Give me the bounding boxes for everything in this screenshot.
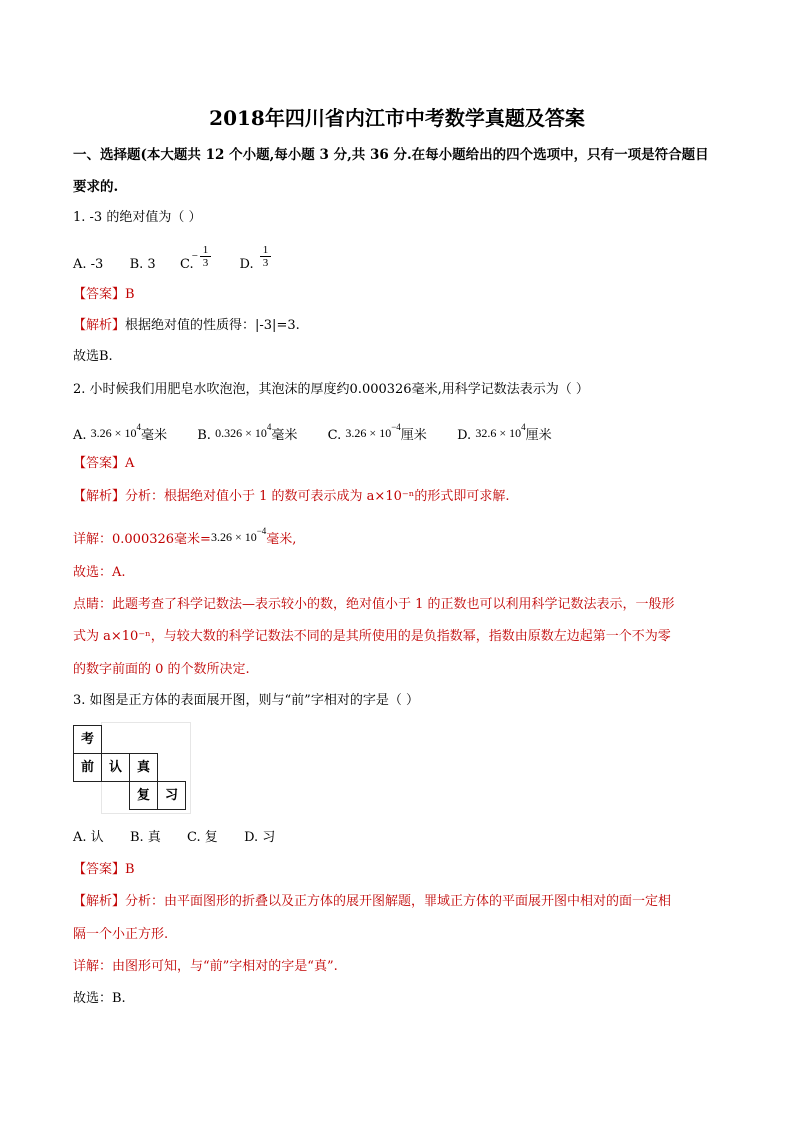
q2-options <box>73 422 552 445</box>
q1-option-c-sign: − <box>191 250 198 262</box>
q2-option-b-base: 0.326 × 10 <box>215 426 267 440</box>
q2-option-d-math <box>475 422 526 440</box>
q1-analysis <box>73 317 300 335</box>
q2-option-a-math <box>90 422 141 440</box>
q2-analysis <box>73 488 510 506</box>
q2-option-d-label: D. <box>457 428 472 443</box>
q2-detail-prefix: 详解：0.000326毫米= <box>73 532 211 547</box>
q3-option-a: A. 认 <box>73 830 104 845</box>
q2-detail-math <box>210 526 267 544</box>
q2-answer: 【答案】A <box>73 456 135 471</box>
q2-option-d-exponent: 4 <box>521 422 526 432</box>
page-title: 2018年四川省内江市中考数学真题及答案 <box>209 106 585 130</box>
q3-option-b: B. 真 <box>129 830 161 845</box>
q2-comment-line3: 的数字前面的 0 的个数所决定. <box>73 662 250 677</box>
q3-stem: 3. 如图是正方体的表面展开图，则与“前”字相对的字是（ ） <box>73 693 419 708</box>
q1-option-b: B. 3 <box>129 257 156 272</box>
q2-option-a-unit: 毫米 <box>140 428 167 443</box>
q2-comment-line1: 点睛：此题考查了科学记数法—表示较小的数，绝对值小于 1 的正数也可以利用科学记数法表示，一般形 <box>73 597 675 612</box>
section-heading-line1: 一、选择题(本大题共 12 个小题,每小题 3 分,共 36 分.在每小题给出的四个选项中，只有一项是符合题目 <box>73 147 709 163</box>
q1-analysis-tag: 【解析】 <box>73 318 126 333</box>
q2-option-b-exponent: 4 <box>266 422 272 432</box>
q2-option-c-exponent: −4 <box>391 422 401 432</box>
net-cell-ren: 认 <box>101 753 130 782</box>
cube-net-figure <box>73 722 191 814</box>
q1-conclusion: 故选B. <box>73 349 113 364</box>
q2-option-c-base: 3.26 × 10 <box>345 426 392 440</box>
q3-analysis-text1: 分析：由平面图形的折叠以及正方体的展开图解题，罪域正方体的平面展开图中相对的面一定相 <box>125 894 672 909</box>
section-heading-line2: 要求的. <box>73 179 119 195</box>
q2-analysis-text: 分析：根据绝对值小于 1 的数可表示成为 a×10⁻ⁿ的形式即可求解. <box>125 489 510 504</box>
q3-detail: 详解：由图形可知，与“前”字相对的字是“真”. <box>73 959 338 974</box>
q1-options <box>73 244 273 277</box>
q2-option-d-base: 32.6 × 10 <box>475 426 522 440</box>
q2-option-b-math <box>215 422 272 440</box>
q3-answer: 【答案】B <box>73 862 135 877</box>
q1-option-d-fraction <box>260 244 272 269</box>
q2-stem: 2. 小时候我们用肥皂水吹泡泡，其泡沫的厚度约0.000326毫米,用科学记数法表示为（ ） <box>73 382 589 397</box>
q2-detail-base: 3.26 × 10 <box>210 530 257 544</box>
q1-option-d-denominator: 3 <box>260 256 272 269</box>
q1-option-c-label: C. <box>179 257 194 272</box>
q1-option-c-fraction <box>191 244 212 269</box>
q2-comment-line2: 式为 a×10⁻ⁿ，与较大数的科学记数法不同的是其所使用的是负指数幂，指数由原数左边起第一个不为零 <box>73 629 671 644</box>
q2-option-b-label: B. <box>197 428 211 443</box>
q2-analysis-tag: 【解析】 <box>73 489 126 504</box>
q2-option-c-unit: 厘米 <box>400 428 427 443</box>
q1-analysis-text: 根据绝对值的性质得：|-3|=3. <box>125 318 300 333</box>
q2-option-a-label: A. <box>73 428 87 443</box>
net-cell-fu: 复 <box>129 781 158 810</box>
q2-conclusion: 故选：A. <box>73 565 126 580</box>
q1-option-c-numerator: 1 <box>202 244 209 256</box>
net-cell-qian: 前 <box>73 753 102 782</box>
q3-options <box>73 829 275 847</box>
q2-option-d-unit: 厘米 <box>525 428 552 443</box>
q2-detail <box>73 526 296 549</box>
q2-detail-exponent: −4 <box>256 526 267 536</box>
q1-option-d-numerator: 1 <box>262 244 269 256</box>
q3-option-d: D. 习 <box>244 830 276 845</box>
q3-analysis-tag: 【解析】 <box>73 894 126 909</box>
q3-analysis-line1 <box>73 893 671 911</box>
q3-option-c: C. 复 <box>187 830 218 845</box>
net-cell-xi: 习 <box>157 781 186 810</box>
q1-option-d-label: D. <box>239 257 254 272</box>
q1-answer: 【答案】B <box>73 287 135 302</box>
q1-option-a: A. -3 <box>73 257 104 272</box>
q3-conclusion: 故选：B. <box>73 991 126 1006</box>
q2-option-a-exponent: 4 <box>136 422 141 432</box>
q2-option-c-math <box>345 422 401 440</box>
q1-stem: 1. -3 的绝对值为（ ） <box>73 210 202 225</box>
net-cell-zhen: 真 <box>129 753 158 782</box>
q2-detail-suffix: 毫米, <box>266 532 297 547</box>
q2-option-a-base: 3.26 × 10 <box>90 426 137 440</box>
q2-option-c-label: C. <box>327 428 342 443</box>
net-cell-kao: 考 <box>73 725 102 754</box>
q2-option-b-unit: 毫米 <box>271 428 298 443</box>
q1-option-c-denominator: 3 <box>200 256 212 269</box>
q3-analysis-line2: 隔一个小正方形. <box>73 927 169 942</box>
